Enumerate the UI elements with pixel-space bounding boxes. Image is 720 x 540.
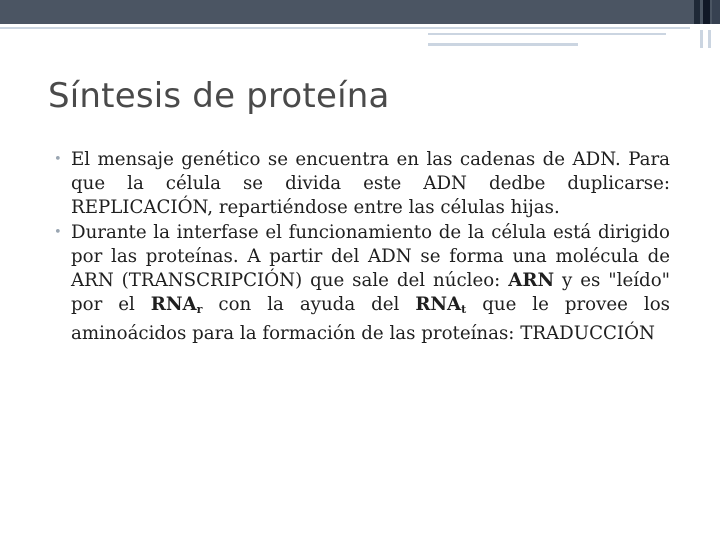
bullet-text: y es "leído" por el [71,270,671,316]
decorative-rule [428,43,578,46]
bullet-icon: • [54,152,62,167]
decorative-rule [700,30,703,48]
slide-title: Síntesis de proteína [48,76,390,116]
bullet-list [54,148,670,347]
top-decorative-bar [0,0,720,24]
bullet-item [54,221,670,347]
term-rna-r-subscript: r [196,303,203,317]
decorative-rule [0,27,690,29]
term-arn: ARN [508,270,555,292]
decorative-rule [428,33,666,35]
top-bar-block [703,0,710,24]
bullet-text: Durante la interfase el funcionamiento de la célula está dirigido por las proteínas. A partir del ADN se forma una molécula de ARN (TRANSCRIPCIÓN) que sale del núcleo: [71,221,670,292]
term-rna-t-subscript: t [461,303,467,317]
bullet-text: que le provee los aminoácidos para la formación de las proteínas: TRADUCCIÓN [71,294,670,345]
top-bar-block [694,0,700,24]
decorative-rule [708,30,711,48]
bullet-item [54,148,670,221]
bullet-icon: • [54,224,62,240]
bullet-text: con la ayuda del [202,294,416,316]
term-rna-t: RNA [415,294,462,316]
term-rna-r: RNA [150,294,197,316]
top-bar-block [712,0,720,24]
bullet-text: El mensaje genético se encuentra en las cadenas de ADN. Para que la célula se divida este ADN dedbe duplicarse: REPLICACIÓN, repartiéndose entre las células hijas. [71,149,670,219]
